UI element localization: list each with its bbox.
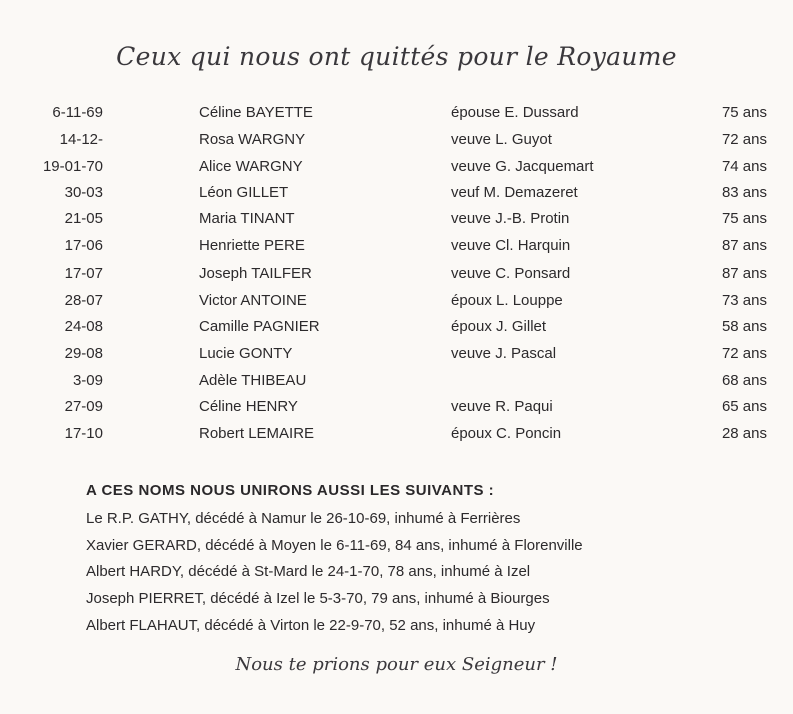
- death-date: 24-08: [64, 318, 103, 335]
- deceased-name: Rosa WARGNY: [199, 131, 306, 148]
- closing-prayer: Nous te prions pour eux Seigneur !: [235, 654, 558, 675]
- deceased-name: Henriette PERE: [199, 237, 305, 254]
- age: 75 ans: [721, 210, 767, 227]
- spouse-info: épouse E. Dussard: [451, 104, 579, 121]
- deceased-name: Céline BAYETTE: [199, 104, 313, 121]
- spouse-info: veuve Cl. Harquin: [451, 237, 571, 254]
- spouse-info: veuve L. Guyot: [451, 131, 552, 148]
- table-row: [0, 425, 793, 449]
- death-date: 3-09: [72, 372, 103, 389]
- deceased-name: Lucie GONTY: [199, 345, 293, 362]
- deceased-name: Maria TINANT: [199, 210, 295, 227]
- table-row: [0, 372, 793, 396]
- table-row: [0, 345, 793, 369]
- spouse-info: veuve G. Jacquemart: [451, 158, 594, 175]
- spouse-info: époux J. Gillet: [451, 318, 547, 335]
- table-row: [0, 398, 793, 422]
- age: 28 ans: [721, 425, 767, 442]
- table-row: [0, 158, 793, 182]
- age: 87 ans: [721, 237, 767, 254]
- deceased-name: Robert LEMAIRE: [199, 425, 315, 442]
- death-date: 27-09: [64, 398, 103, 415]
- death-date: 21-05: [64, 210, 103, 227]
- death-date: 19-01-70: [42, 158, 103, 175]
- age: 68 ans: [721, 372, 767, 389]
- death-date: 17-07: [64, 265, 103, 282]
- deceased-name: Céline HENRY: [199, 398, 298, 415]
- spouse-info: époux L. Louppe: [451, 292, 563, 309]
- age: 83 ans: [721, 184, 767, 201]
- table-row: [0, 104, 793, 128]
- spouse-info: époux C. Poncin: [451, 425, 562, 442]
- spouse-info: veuf M. Demazeret: [451, 184, 578, 201]
- age: 72 ans: [721, 345, 767, 362]
- age: 72 ans: [721, 131, 767, 148]
- age: 75 ans: [721, 104, 767, 121]
- table-row: [0, 292, 793, 316]
- additional-entry: Joseph PIERRET, décédé à Izel le 5-3-70, 79 ans, inhumé à Biourges: [86, 590, 550, 607]
- deceased-name: Victor ANTOINE: [199, 292, 307, 309]
- table-row: [0, 131, 793, 155]
- additional-entry: Le R.P. GATHY, décédé à Namur le 26-10-69, inhumé à Ferrières: [86, 510, 521, 527]
- age: 65 ans: [721, 398, 767, 415]
- deceased-name: Alice WARGNY: [199, 158, 303, 175]
- table-row: [0, 265, 793, 289]
- death-date: 30-03: [64, 184, 103, 201]
- death-date: 29-08: [64, 345, 103, 362]
- additional-entry: Albert FLAHAUT, décédé à Virton le 22-9-70, 52 ans, inhumé à Huy: [86, 617, 536, 634]
- spouse-info: veuve J. Pascal: [451, 345, 557, 362]
- page-title: Ceux qui nous ont quittés pour le Royaume: [116, 42, 677, 71]
- age: 73 ans: [721, 292, 767, 309]
- death-date: 17-10: [64, 425, 103, 442]
- age: 58 ans: [721, 318, 767, 335]
- deceased-name: Léon GILLET: [199, 184, 289, 201]
- age: 74 ans: [721, 158, 767, 175]
- table-row: [0, 318, 793, 342]
- death-date: 28-07: [64, 292, 103, 309]
- spouse-info: veuve J.-B. Protin: [451, 210, 570, 227]
- deceased-name: Adèle THIBEAU: [199, 372, 307, 389]
- age: 87 ans: [721, 265, 767, 282]
- additional-entry: Albert HARDY, décédé à St-Mard le 24-1-70, 78 ans, inhumé à Izel: [86, 563, 531, 580]
- deceased-name: Joseph TAILFER: [199, 265, 312, 282]
- death-date: 17-06: [64, 237, 103, 254]
- spouse-info: veuve C. Ponsard: [451, 265, 571, 282]
- deceased-name: Camille PAGNIER: [199, 318, 320, 335]
- additional-entry: Xavier GERARD, décédé à Moyen le 6-11-69, 84 ans, inhumé à Florenville: [86, 537, 583, 554]
- table-row: [0, 237, 793, 261]
- table-row: [0, 184, 793, 208]
- death-date: 6-11-69: [52, 104, 103, 121]
- death-date: 14-12-: [59, 131, 103, 148]
- table-row: [0, 210, 793, 234]
- spouse-info: veuve R. Paqui: [451, 398, 553, 415]
- additional-heading: A CES NOMS NOUS UNIRONS AUSSI LES SUIVANTS :: [86, 482, 495, 499]
